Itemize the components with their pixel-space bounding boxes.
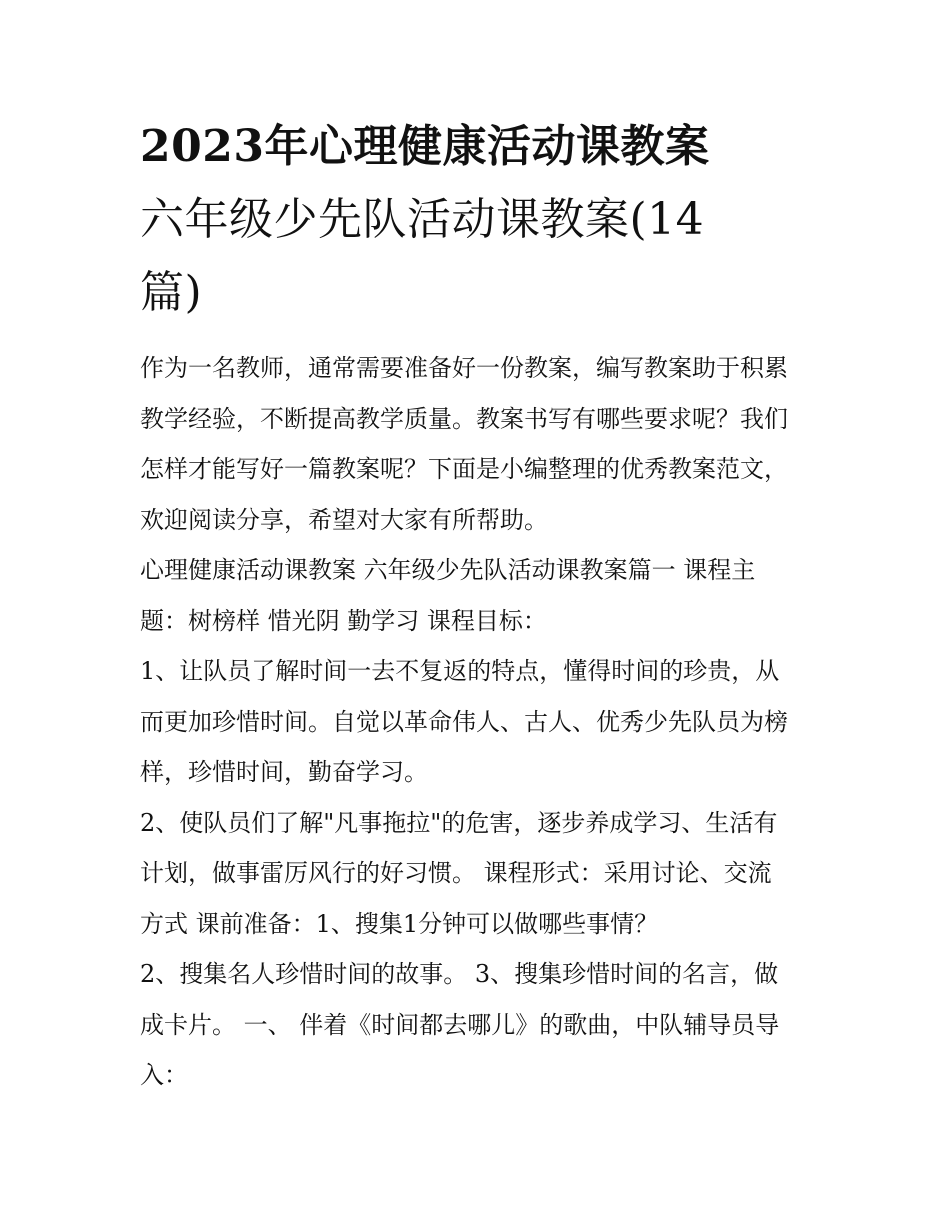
paragraph-line: 而更加珍惜时间。自觉以革命伟人、古人、优秀少先队员为榜 [140, 707, 788, 736]
intro-paragraph [140, 343, 820, 545]
title-line-2: 六年级少先队活动课教案(14 [140, 194, 705, 245]
paragraph-line: 方式 课前准备：1、搜集1分钟可以做哪些事情？ [140, 909, 659, 938]
paragraph-line: 怎样才能写好一篇教案呢？下面是小编整理的优秀教案范文， [140, 455, 788, 483]
paragraph-line: 题：树榜样 惜光阴 勤学习 课程目标： [140, 606, 547, 635]
paragraph-line: 2、搜集名人珍惜时间的故事。 3、搜集珍惜时间的名言，做 [140, 960, 779, 988]
paragraph-line: 心理健康活动课教案 六年级少先队活动课教案篇一 课程主 [140, 556, 756, 584]
preparation-paragraph [140, 949, 820, 1101]
goal-2-paragraph [140, 798, 820, 950]
section-heading-paragraph [140, 545, 820, 646]
title-line-3: 篇) [140, 267, 203, 318]
goal-1-paragraph [140, 646, 820, 798]
paragraph-line: 1、让队员了解时间一去不复返的特点，懂得时间的珍贵，从 [140, 657, 780, 685]
title-line-1: 2023年心理健康活动课教案 [140, 121, 710, 172]
document-page [140, 110, 820, 1101]
paragraph-line: 计划，做事雷厉风行的好习惯。 课程形式：采用讨论、交流 [140, 859, 772, 887]
paragraph-line: 样，珍惜时间，勤奋学习。 [140, 758, 428, 786]
paragraph-line: 欢迎阅读分享，希望对大家有所帮助。 [140, 505, 548, 534]
paragraph-line: 入： [140, 1061, 188, 1089]
paragraph-line: 成卡片。 一、 伴着《时间都去哪儿》的歌曲，中队辅导员导 [140, 1010, 780, 1039]
paragraph-line: 教学经验，不断提高教学质量。教案书写有哪些要求呢？我们 [140, 404, 788, 433]
paragraph-line: 作为一名教师，通常需要准备好一份教案，编写教案助于积累 [140, 354, 788, 382]
document-title [140, 110, 820, 329]
paragraph-line: 2、使队员们了解"凡事拖拉"的危害，逐步养成学习、生活有 [140, 808, 778, 837]
